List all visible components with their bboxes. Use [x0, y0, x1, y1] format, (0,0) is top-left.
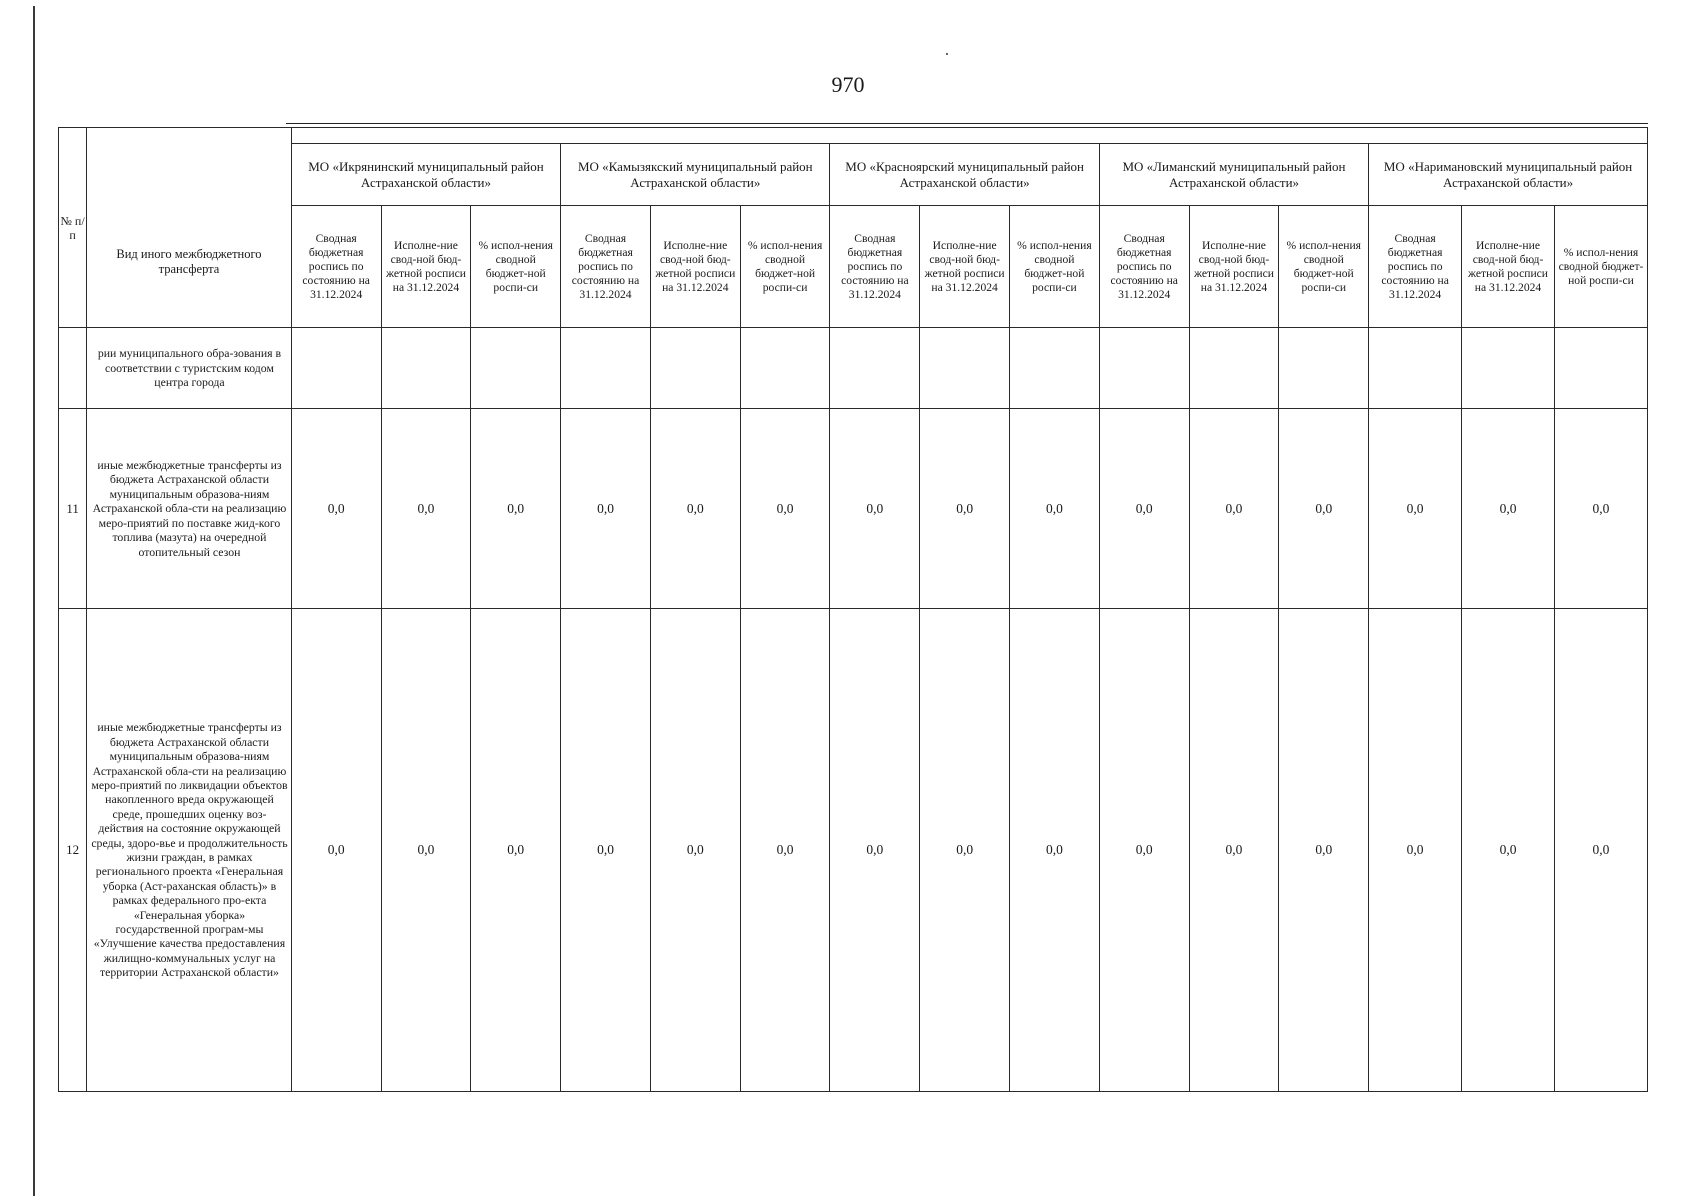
value-cell: 0,0 [830, 609, 920, 1092]
value-cell: 0,0 [1189, 609, 1279, 1092]
header-execution: Исполне-ние свод-ной бюд-жетной росписи на 31.12.2024 [1462, 206, 1555, 328]
value-cell [1462, 328, 1555, 409]
header-percent: % испол-нения сводной бюджет-ной роспи-си [740, 206, 830, 328]
value-cell: 0,0 [920, 409, 1010, 609]
scan-speck [946, 53, 948, 55]
value-cell [1189, 328, 1279, 409]
value-cell: 0,0 [650, 409, 740, 609]
header-mo-ikryaninsky: МО «Икрянинский муниципальный район Астраханской области» [291, 144, 560, 206]
value-cell: 0,0 [1099, 409, 1189, 609]
header-budget-plan: Сводная бюджетная роспись по состоянию на 31.12.2024 [561, 206, 651, 328]
header-percent: % испол-нения сводной бюджет-ной роспи-си [1279, 206, 1369, 328]
value-cell: 0,0 [1279, 609, 1369, 1092]
value-cell: 0,0 [1554, 609, 1647, 1092]
value-cell: 0,0 [1462, 609, 1555, 1092]
page-number: 970 [831, 72, 865, 97]
header-percent: % испол-нения сводной бюджет-ной роспи-си [1554, 206, 1647, 328]
header-budget-plan: Сводная бюджетная роспись по состоянию на 31.12.2024 [1099, 206, 1189, 328]
row-kind: иные межбюджетные трансферты из бюджета Астраханской области муниципальным образова-ниям Астраханской обла-сти на реализацию меро-приятий по поставке жид-кого топлива (мазута) на очередной отопительный сезон [87, 409, 292, 609]
value-cell [1099, 328, 1189, 409]
value-cell: 0,0 [1462, 409, 1555, 609]
row-kind: иные межбюджетные трансферты из бюджета Астраханской области муниципальным образова-ниям Астраханской обла-сти на реализацию меро-приятий по ликвидации объектов накопленного вреда окружающей среде, прошедших оценку воз-действия на состояние окружающей среды, здоро-вье и продолжительность жизни граждан, в рамках регионального проекта «Генеральная уборка (Аст-раханская область)» в рамках федерального про-екта «Генеральная уборка» государственной програм-мы «Улучшение качества предоставления жилищно-коммунальных услуг на территории Астраханской области» [87, 609, 292, 1092]
value-cell [650, 328, 740, 409]
value-cell [1010, 328, 1100, 409]
left-margin-rule [33, 6, 35, 1196]
value-cell: 0,0 [830, 409, 920, 609]
value-cell: 0,0 [561, 409, 651, 609]
value-cell: 0,0 [471, 609, 561, 1092]
header-row-top [59, 128, 1648, 144]
value-cell: 0,0 [1369, 409, 1462, 609]
value-cell: 0,0 [920, 609, 1010, 1092]
header-execution: Исполне-ние свод-ной бюд-жетной росписи на 31.12.2024 [381, 206, 471, 328]
value-cell [291, 328, 381, 409]
header-mo-narimanovsky: МО «Наримановский муниципальный район Астраханской области» [1369, 144, 1648, 206]
value-cell: 0,0 [1010, 409, 1100, 609]
row-number [59, 328, 87, 409]
header-kind: Вид иного межбюджетного трансферта [87, 128, 292, 328]
header-budget-plan: Сводная бюджетная роспись по состоянию на 31.12.2024 [830, 206, 920, 328]
value-cell [920, 328, 1010, 409]
value-cell: 0,0 [1010, 609, 1100, 1092]
header-execution: Исполне-ние свод-ной бюд-жетной росписи на 31.12.2024 [1189, 206, 1279, 328]
value-cell: 0,0 [291, 409, 381, 609]
header-mo-limansky: МО «Лиманский муниципальный район Астраханской области» [1099, 144, 1368, 206]
row-number: 12 [59, 609, 87, 1092]
header-execution: Исполне-ние свод-ной бюд-жетной росписи на 31.12.2024 [650, 206, 740, 328]
value-cell [471, 328, 561, 409]
header-budget-plan: Сводная бюджетная роспись по состоянию на 31.12.2024 [291, 206, 381, 328]
value-cell: 0,0 [561, 609, 651, 1092]
header-mo-krasnoyarsky: МО «Красноярский муниципальный район Астраханской области» [830, 144, 1099, 206]
value-cell: 0,0 [1099, 609, 1189, 1092]
row-kind: рии муниципального обра-зования в соответствии с туристским кодом центра города [87, 328, 292, 409]
header-percent: % испол-нения сводной бюджет-ной роспи-си [1010, 206, 1100, 328]
value-cell: 0,0 [740, 409, 830, 609]
value-cell: 0,0 [650, 609, 740, 1092]
value-cell [561, 328, 651, 409]
table-row [59, 328, 1648, 409]
value-cell: 0,0 [740, 609, 830, 1092]
header-budget-plan: Сводная бюджетная роспись по состоянию на 31.12.2024 [1369, 206, 1462, 328]
header-row-municipalities [59, 144, 1648, 206]
header-percent: % испол-нения сводной бюджет-ной роспи-си [471, 206, 561, 328]
value-cell: 0,0 [381, 409, 471, 609]
value-cell: 0,0 [1369, 609, 1462, 1092]
value-cell [1279, 328, 1369, 409]
header-row-subcolumns [59, 206, 1648, 328]
table-top-rule [286, 123, 1648, 124]
value-cell: 0,0 [1189, 409, 1279, 609]
value-cell: 0,0 [471, 409, 561, 609]
transfers-table [58, 127, 1648, 1092]
value-cell [1369, 328, 1462, 409]
header-spacer [291, 128, 1647, 144]
table-row [59, 609, 1648, 1092]
value-cell: 0,0 [1279, 409, 1369, 609]
value-cell: 0,0 [1554, 409, 1647, 609]
header-execution: Исполне-ние свод-ной бюд-жетной росписи на 31.12.2024 [920, 206, 1010, 328]
value-cell: 0,0 [381, 609, 471, 1092]
value-cell [830, 328, 920, 409]
row-number: 11 [59, 409, 87, 609]
value-cell: 0,0 [291, 609, 381, 1092]
header-num: № п/п [59, 128, 87, 328]
value-cell [381, 328, 471, 409]
value-cell [740, 328, 830, 409]
header-mo-kamyzyaksky: МО «Камызякский муниципальный район Астраханской области» [561, 144, 830, 206]
table-row [59, 409, 1648, 609]
value-cell [1554, 328, 1647, 409]
